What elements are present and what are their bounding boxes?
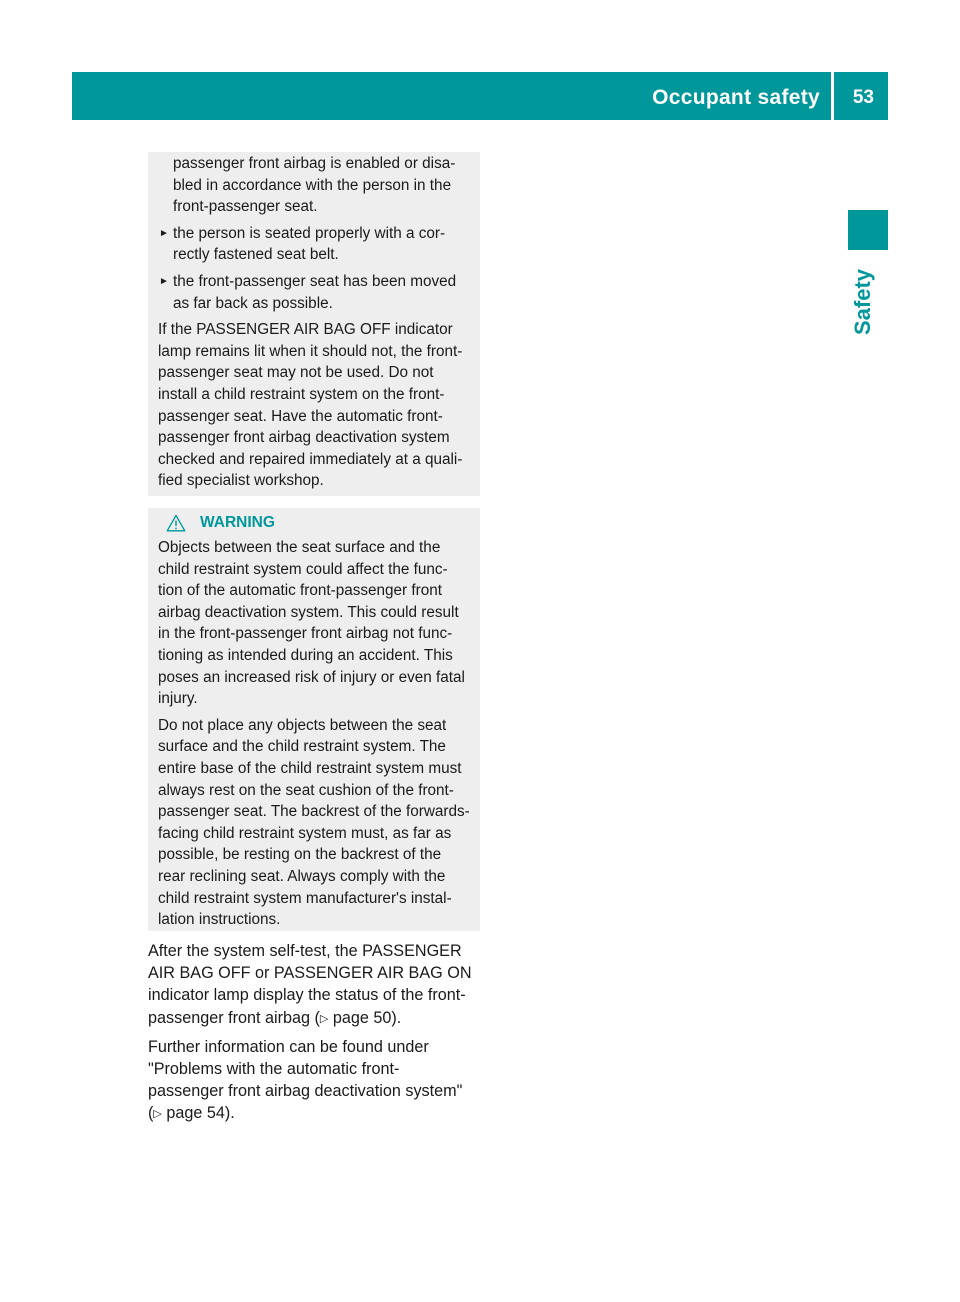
text-line: AIR BAG OFF or PASSENGER AIR BAG ON [148, 964, 472, 983]
warning-heading: WARNING [200, 514, 275, 532]
text-line: Further information can be found under [148, 1037, 429, 1056]
text-line: "Problems with the automatic front- [148, 1060, 400, 1079]
text-span: passenger front airbag ( [148, 1008, 320, 1027]
text-line: If the PASSENGER AIR BAG OFF indicator [158, 321, 453, 339]
warning-box [148, 508, 480, 931]
text-line: rear reclining seat. Always comply with the [158, 867, 446, 885]
text-line: passenger seat. The backrest of the forwards- [158, 803, 470, 821]
text-line [148, 1007, 488, 1030]
text-line: as far back as possible. [173, 294, 333, 312]
text-span: ( [148, 1104, 154, 1123]
text-line: passenger front airbag deactivation system" [148, 1082, 463, 1101]
text-line: tioning as intended during an accident. This [158, 646, 453, 664]
info-paragraph [158, 319, 474, 492]
text-line: lation instructions. [158, 911, 281, 929]
text-line: child restraint system could affect the func- [158, 560, 448, 578]
text-line [148, 1102, 488, 1125]
text-line: passenger front airbag deactivation system [158, 429, 450, 447]
body-paragraph [148, 1036, 488, 1126]
page-reference-arrow-icon: ▷ [153, 1108, 162, 1121]
text-line: the person is seated properly with a cor- [173, 224, 446, 242]
text-line: possible, be resting on the backrest of the [158, 846, 442, 864]
text-line: facing child restraint system must, as far as [158, 824, 452, 842]
text-line: After the system self-test, the PASSENGER [148, 942, 462, 960]
list-item [158, 223, 474, 266]
page-reference-text: page 54). [161, 1104, 235, 1123]
text-line: Do not place any objects between the seat [158, 716, 447, 734]
info-intro [158, 153, 474, 218]
page-reference-arrow-icon: ▷ [319, 1012, 329, 1025]
warning-header [158, 510, 476, 536]
page-number: 53 [852, 87, 874, 108]
text-line: passenger front airbag is enabled or disa- [173, 155, 456, 172]
side-tab-marker [848, 210, 888, 250]
text-line: front-passenger seat. [173, 198, 318, 216]
text-line: rectly fastened seat belt. [173, 246, 339, 264]
warning-paragraph [158, 715, 476, 931]
list-item [158, 271, 474, 314]
warning-paragraph [158, 537, 476, 710]
text-line: Objects between the seat surface and the [158, 539, 441, 556]
text-line: install a child restraint system on the front- [158, 385, 445, 403]
text-line: the front-passenger seat has been moved [173, 272, 457, 290]
text-line: indicator lamp display the status of the front- [148, 986, 466, 1005]
text-line: passenger seat may not be used. Do not [158, 364, 434, 382]
text-line: checked and repaired immediately at a quali- [158, 450, 463, 468]
bullet-icon: ► [159, 275, 169, 287]
text-line: airbag deactivation system. This could result [158, 603, 459, 621]
bullet-icon: ► [159, 227, 169, 239]
text-line: in the front-passenger front airbag not func- [158, 625, 453, 643]
text-line: poses an increased risk of injury or even fatal [158, 668, 465, 686]
text-line: bled in accordance with the person in the [173, 176, 452, 194]
section-title: Occupant safety [652, 86, 820, 109]
page-reference-link[interactable] [320, 1009, 401, 1027]
text-line: passenger seat. Have the automatic front- [158, 407, 443, 425]
info-box [148, 152, 480, 496]
text-line: lamp remains lit when it should not, the front- [158, 342, 463, 360]
text-line: surface and the child restraint system. The [158, 738, 446, 756]
page-reference-link[interactable] [153, 1104, 234, 1122]
header-divider [831, 72, 834, 120]
text-line: tion of the automatic front-passenger front [158, 582, 443, 600]
warning-triangle-icon [166, 514, 186, 532]
page-header [72, 72, 888, 120]
text-line: always rest on the seat cushion of the front- [158, 781, 454, 799]
body-text [148, 940, 488, 1126]
text-line: fied specialist workshop. [158, 472, 324, 490]
text-line: entire base of the child restraint system must [158, 759, 462, 777]
body-paragraph [148, 940, 488, 1030]
text-line: child restraint system manufacturer's instal- [158, 889, 452, 907]
page-reference-text: page 50). [328, 1008, 402, 1027]
side-tab-label: Safety [850, 268, 875, 335]
text-line: injury. [158, 690, 198, 708]
